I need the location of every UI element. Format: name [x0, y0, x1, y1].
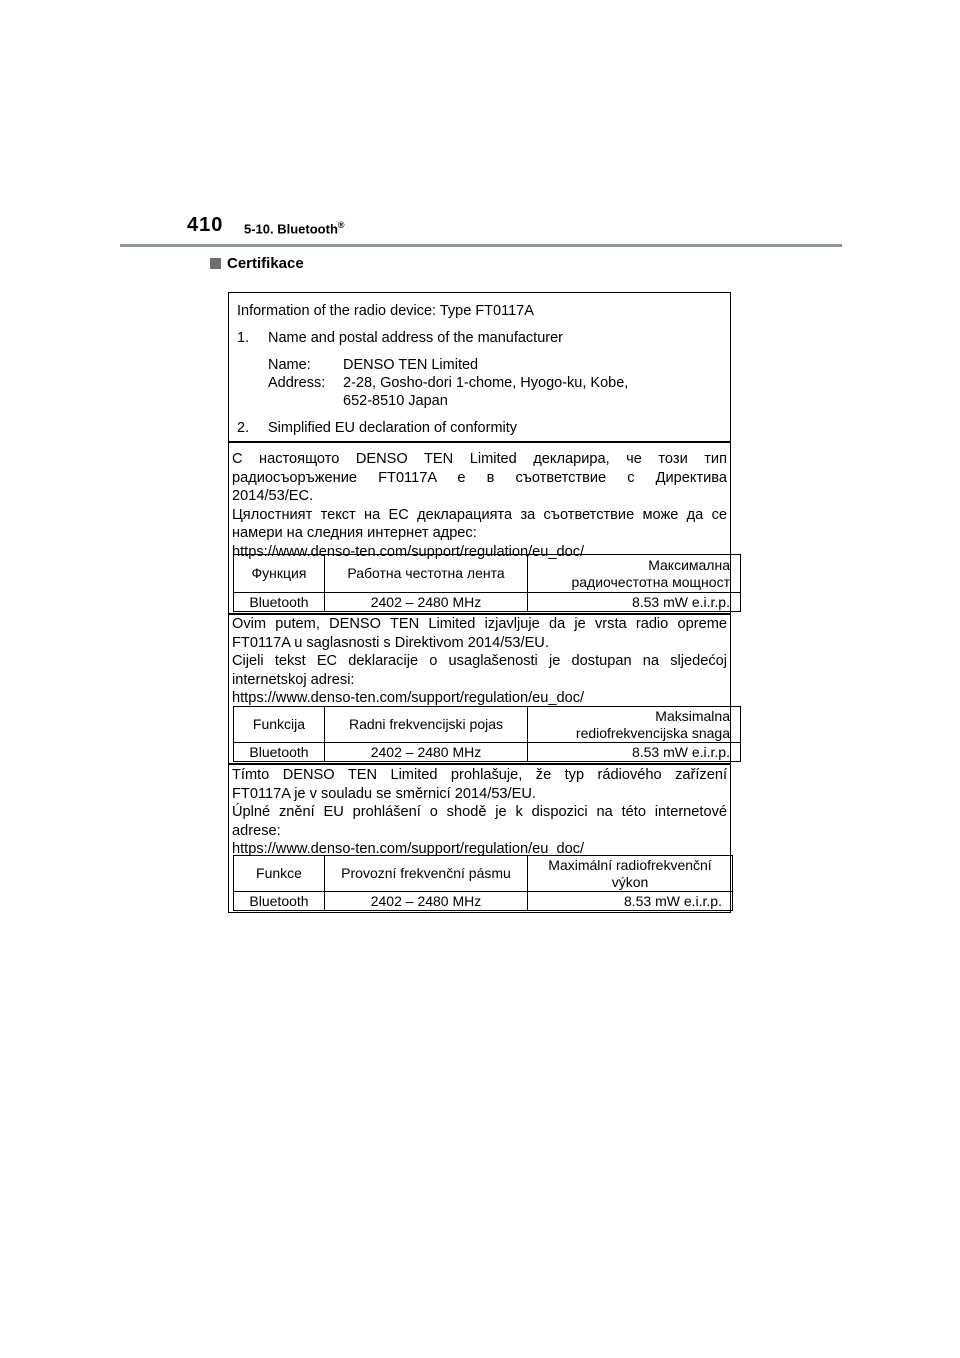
croatian-declaration: [232, 615, 727, 708]
divider: [229, 441, 730, 443]
declaration-url: https://www.denso-ten.com/support/regulation/eu_doc/: [232, 690, 585, 707]
table-header-row: [234, 856, 733, 892]
item1-text: Name and postal address of the manufacturer: [268, 330, 563, 346]
czech-declaration: [232, 766, 727, 859]
header-power: [528, 555, 741, 593]
item2-number: 2.: [237, 420, 250, 436]
address-label: Address:: [268, 375, 326, 391]
subheading-text: Certifikace: [227, 255, 304, 272]
name-label: Name:: [268, 357, 311, 373]
table-row: [234, 892, 733, 911]
cell-band: 2402 – 2480 MHz: [325, 892, 528, 911]
croatian-spec-table: [233, 706, 741, 762]
section-title-text: 5-10. Bluetooth: [244, 221, 338, 237]
header-power-line1: Maximální radiofrekvenční: [548, 856, 712, 873]
declaration-line: FT0117A je v souladu se směrnicí 2014/53/EU.: [232, 785, 536, 802]
declaration-line: Cijeli tekst EC deklaracije o usaglašenosti je dostupan na sljedećoj: [232, 653, 727, 670]
item1-number: 1.: [237, 330, 250, 346]
table-row: [234, 743, 741, 762]
header-function: Funkcija: [234, 707, 325, 743]
intro-title: Information of the radio device: Type FT0117A: [237, 303, 534, 319]
declaration-line: Цялостният текст на ЕС декларацията за съответствие може да се: [232, 506, 727, 523]
declaration-line: Tímto DENSO TEN Limited prohlašuje, že typ rádiového zařízení: [232, 767, 727, 783]
header-function: Funkce: [234, 856, 325, 892]
declaration-url: https://www.denso-ten.com/support/regulation/eu_doc/: [232, 543, 585, 560]
registered-mark: ®: [337, 220, 345, 230]
header-band: Radni frekvencijski pojas: [325, 707, 528, 743]
declaration-url: https://www.denso-ten.com/support/regulation/eu_doc/: [232, 841, 585, 858]
declaration-line: FT0117A u saglasnosti s Direktivom 2014/53/EU.: [232, 634, 549, 651]
cell-power: 8.53 mW e.i.r.p.: [528, 892, 733, 911]
declaration-line: Úplné znění EU prohlášení o shodě je k dispozici na této internetové: [232, 804, 727, 821]
header-band: Работна честотна лента: [325, 555, 528, 593]
header-power: [528, 856, 733, 892]
header-power-line2: rediofrekvencijska snaga: [575, 724, 730, 741]
declaration-line: internetskoj adresi:: [232, 671, 355, 688]
page-header: [182, 214, 842, 246]
subheading: [210, 255, 304, 272]
declaration-line: радиосъоръжение FT0117A е в съответствие с Директива: [232, 469, 727, 486]
declaration-line: adrese:: [232, 822, 281, 839]
page-number: 410: [187, 214, 224, 236]
declaration-line: Ovim putem, DENSO TEN Limited izjavljuje da je vrsta radio opreme: [232, 616, 727, 632]
cell-band: 2402 – 2480 MHz: [325, 593, 528, 612]
certification-box: [228, 292, 731, 913]
header-power-line2: výkon: [611, 873, 649, 890]
header-power-line1: Максимална: [648, 556, 730, 573]
cell-function: Bluetooth: [234, 593, 325, 612]
cell-function: Bluetooth: [234, 892, 325, 911]
header-band: Provozní frekvenční pásmu: [325, 856, 528, 892]
czech-spec-table: [233, 855, 733, 911]
table-row: [234, 593, 741, 612]
section-title: [244, 220, 345, 236]
cell-power: 8.53 mW e.i.r.p.: [528, 593, 741, 612]
cell-function: Bluetooth: [234, 743, 325, 762]
divider: [229, 763, 730, 765]
bulgarian-spec-table: [233, 554, 741, 612]
square-bullet-icon: [210, 258, 221, 269]
header-power-line1: Maksimalna: [655, 707, 730, 724]
declaration-line: С настоящото DENSO TEN Limited декларира, че този тип: [232, 451, 727, 467]
cell-power: 8.53 mW e.i.r.p.: [528, 743, 741, 762]
bulgarian-declaration: [232, 450, 727, 562]
declaration-line: 2014/53/ЕС.: [232, 488, 314, 505]
header-rule: [120, 244, 842, 247]
address-line2: 652-8510 Japan: [343, 393, 448, 409]
header-power-line2: радиочестотна мощност: [571, 573, 730, 590]
header-function: Функция: [234, 555, 325, 593]
name-value: DENSO TEN Limited: [343, 357, 479, 373]
cell-band: 2402 – 2480 MHz: [325, 743, 528, 762]
table-header-row: [234, 707, 741, 743]
declaration-line: намери на следния интернет адрес:: [232, 525, 477, 542]
header-power: [528, 707, 741, 743]
address-line1: 2-28, Gosho-dori 1-chome, Hyogo-ku, Kobe,: [343, 375, 629, 391]
table-header-row: [234, 555, 741, 593]
item2-text: Simplified EU declaration of conformity: [268, 420, 518, 436]
